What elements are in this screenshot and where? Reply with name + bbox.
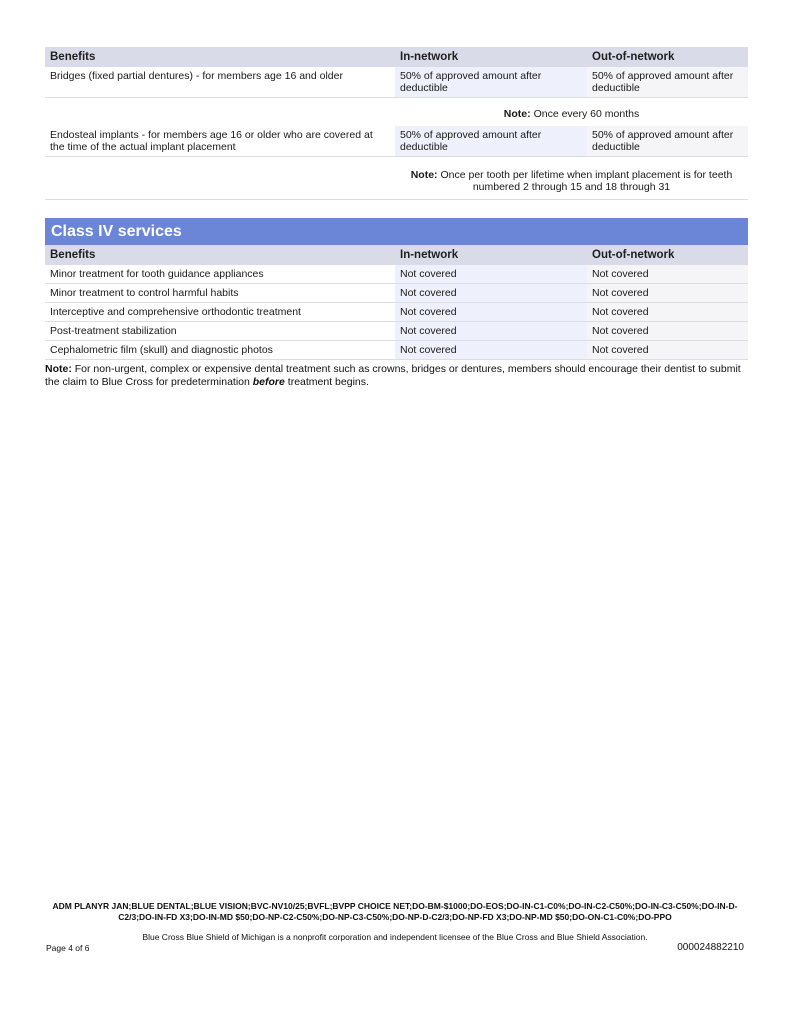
note-cell — [395, 98, 748, 127]
in-network-cell: Not covered — [395, 284, 587, 303]
predetermination-note — [45, 363, 745, 389]
out-of-network-cell: 50% of approved amount after deductible — [587, 126, 748, 157]
page-number: Page 4 of 6 — [46, 943, 90, 953]
note-cell — [395, 157, 748, 200]
in-network-cell: 50% of approved amount after deductible — [395, 126, 587, 157]
benefit-cell: Post-treatment stabilization — [45, 322, 395, 341]
out-of-network-cell: Not covered — [587, 303, 748, 322]
table-row — [45, 265, 748, 284]
note-label: Note: — [45, 363, 72, 375]
note-label: Note: — [503, 108, 531, 120]
note-row-bridges — [45, 98, 748, 127]
header-out-of-network: Out-of-network — [587, 245, 748, 265]
in-network-cell: Not covered — [395, 322, 587, 341]
class-iv-table — [45, 245, 748, 360]
table-header — [45, 245, 748, 265]
table-header — [45, 47, 748, 67]
note-label: Note: — [410, 169, 438, 181]
header-in-network: In-network — [395, 47, 587, 67]
header-benefits: Benefits — [45, 245, 395, 265]
table-row-implants — [45, 126, 748, 157]
benefit-cell: Bridges (fixed partial dentures) - for members age 16 and older — [45, 67, 395, 98]
header-benefits: Benefits — [45, 47, 395, 67]
benefit-cell: Minor treatment to control harmful habits — [45, 284, 395, 303]
benefit-cell: Cephalometric film (skull) and diagnostic photos — [45, 341, 395, 360]
note-text: Once every 60 months — [533, 108, 640, 120]
table-row — [45, 341, 748, 360]
table-row — [45, 303, 748, 322]
header-out-of-network: Out-of-network — [587, 47, 748, 67]
out-of-network-cell: Not covered — [587, 265, 748, 284]
note-text-after: treatment begins. — [287, 376, 369, 388]
out-of-network-cell: Not covered — [587, 284, 748, 303]
section-title-class-iv: Class IV services — [45, 218, 748, 245]
plan-codes: ADM PLANYR JAN;BLUE DENTAL;BLUE VISION;BVC-NV10/25;BVFL;BVPP CHOICE NET;DO-BM-$1000;DO-EOS;DO-IN-C1-C0%;DO-IN-C2-C50%;DO-IN-C3-C50%;DO-IN-D-C2/3;DO-IN-FD X3;DO-IN-MD $50;DO-NP-C2-C50%;DO-NP-C3-C50%;DO-NP-D-C2/3;DO-NP-FD X3;DO-NP-MD $50;DO-ON-C1-C0%;DO-PPO — [52, 901, 738, 922]
benefit-cell: Minor treatment for tooth guidance appliances — [45, 265, 395, 284]
note-emphasis: before — [252, 376, 285, 388]
in-network-cell: Not covered — [395, 303, 587, 322]
note-row-implants — [45, 157, 748, 200]
table-row — [45, 322, 748, 341]
in-network-cell: Not covered — [395, 265, 587, 284]
header-in-network: In-network — [395, 245, 587, 265]
out-of-network-cell: Not covered — [587, 322, 748, 341]
in-network-cell: Not covered — [395, 341, 587, 360]
note-text-before: For non-urgent, complex or expensive dental treatment such as crowns, bridges or dentures, members should encourage their dentist to submit the claim to Blue Cross for predetermination — [45, 363, 741, 388]
benefits-table-continued — [45, 47, 748, 200]
bcbs-disclaimer: Blue Cross Blue Shield of Michigan is a nonprofit corporation and independent licensee of the Blue Cross and Blue Shield Association. — [142, 932, 648, 942]
benefit-cell: Interceptive and comprehensive orthodontic treatment — [45, 303, 395, 322]
table-row-bridges — [45, 67, 748, 98]
out-of-network-cell: 50% of approved amount after deductible — [587, 67, 748, 98]
out-of-network-cell: Not covered — [587, 341, 748, 360]
note-text: Once per tooth per lifetime when implant placement is for teeth numbered 2 through 15 and 18 through 31 — [440, 169, 733, 193]
in-network-cell: 50% of approved amount after deductible — [395, 67, 587, 98]
document-id: 000024882210 — [677, 942, 744, 953]
benefit-cell: Endosteal implants - for members age 16 or older who are covered at the time of the actual implant placement — [45, 126, 395, 157]
table-row — [45, 284, 748, 303]
